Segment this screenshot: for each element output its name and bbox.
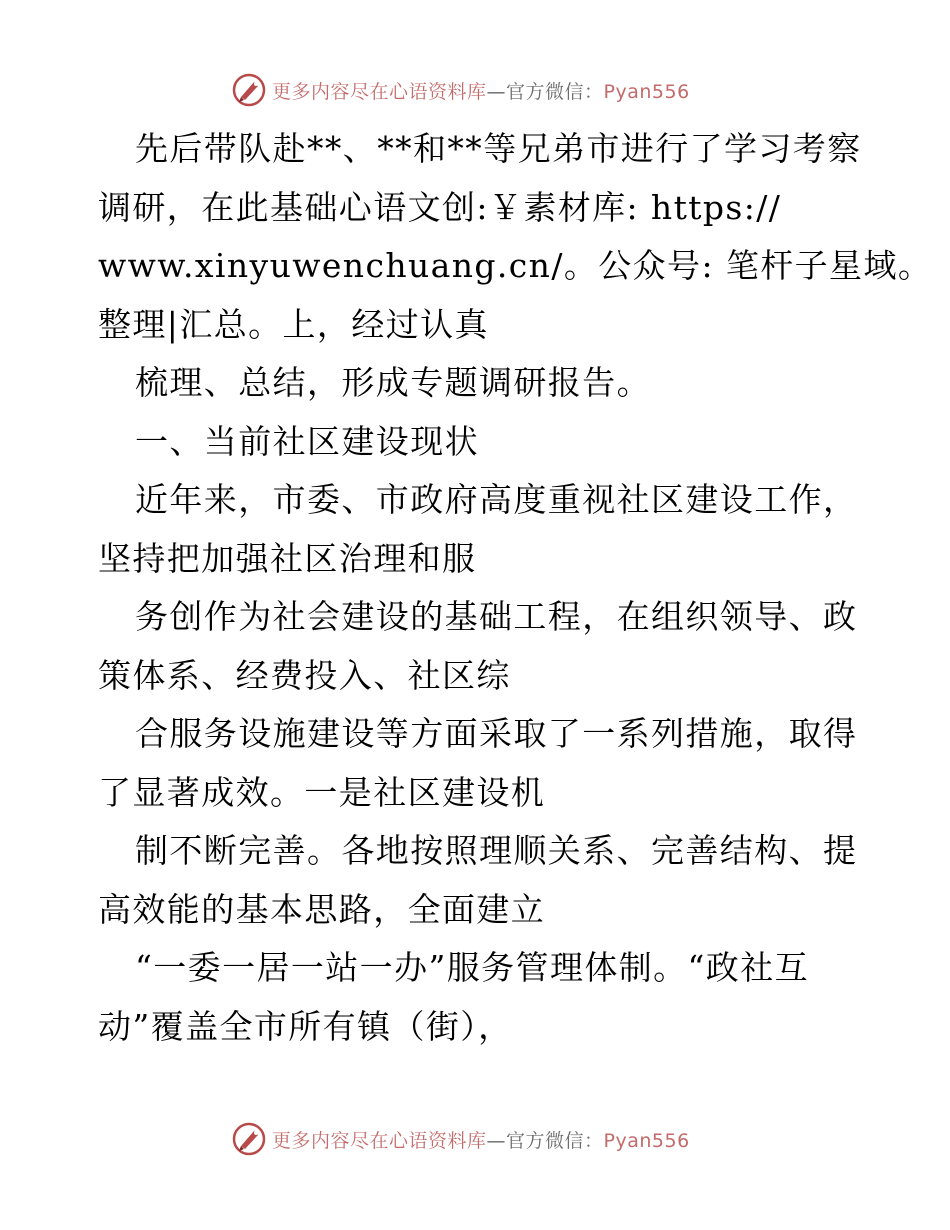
body-line: 高效能的基本思路，全面建立 xyxy=(98,889,546,929)
section-heading: 一、当前社区建设现状 xyxy=(135,421,479,461)
body-line: 近年来，市委、市政府高度重视社区建设工作， xyxy=(135,480,858,519)
body-line: 调研，在此基础心语文创:￥素材库: https:// xyxy=(98,187,782,227)
footer-watermark xyxy=(232,1119,690,1159)
body-line: 梳理、总结，形成专题调研报告。 xyxy=(135,363,651,402)
body-line: 务创作为社会建设的基础工程，在组织领导、政 xyxy=(135,597,858,636)
body-line: 了显著成效。一是社区建设机 xyxy=(98,772,546,812)
pen-logo-icon xyxy=(232,1122,266,1156)
header-watermark xyxy=(232,70,690,110)
body-line: www.xinyuwenchuang.cn/。公众号: 笔杆子星域。 xyxy=(98,246,933,285)
body-line: 整理|汇总。上，经过认真 xyxy=(98,304,489,344)
body-line: 先后带队赴**、**和**等兄弟市进行了学习考察 xyxy=(135,129,862,168)
body-line: 坚持把加强社区治理和服 xyxy=(98,538,477,578)
body-line: 动”覆盖全市所有镇（街）， xyxy=(98,1006,513,1046)
body-line: 策体系、经费投入、社区综 xyxy=(98,655,511,695)
watermark-text: 更多内容尽在心语资料库—官方微信：Pyan556 xyxy=(272,1129,690,1152)
pen-logo-icon xyxy=(232,73,266,107)
body-line: 制不断完善。各地按照理顺关系、完善结构、提 xyxy=(135,831,858,870)
body-line: “一委一居一站一办”服务管理体制。“政社互 xyxy=(135,948,810,987)
document-body xyxy=(98,120,933,1056)
watermark-text: 更多内容尽在心语资料库—官方微信：Pyan556 xyxy=(272,80,690,103)
body-line: 合服务设施建设等方面采取了一系列措施，取得 xyxy=(135,714,858,753)
